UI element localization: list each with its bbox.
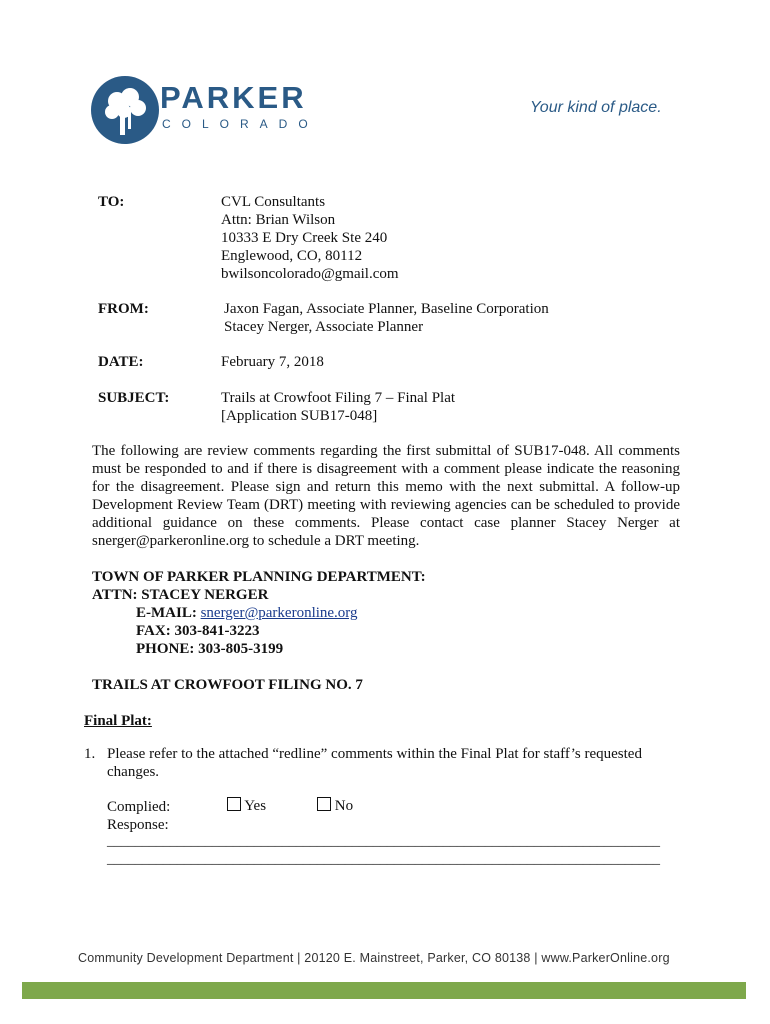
from-line-2: Stacey Nerger, Associate Planner [224,319,424,335]
from-label: FROM: [98,301,149,317]
parker-logo-icon [90,75,160,145]
to-line-2: Attn: Brian Wilson [221,212,336,228]
date-value: February 7, 2018 [221,354,324,370]
date-label: DATE: [98,354,144,370]
tagline: Your kind of place. [530,99,662,116]
brand-name: PARKER [160,80,307,115]
section-title: Final Plat: [84,713,152,729]
no-checkbox[interactable] [317,797,331,811]
brand-subtitle: COLORADO [162,117,319,131]
subject-line-2: [Application SUB17-048] [221,408,378,424]
no-label: No [334,798,354,814]
to-line-3: 10333 E Dry Creek Ste 240 [221,230,388,246]
item-text-line-1: Please refer to the attached “redline” comments within the Final Plat for staff’s requested [107,746,642,762]
email-label: E-MAIL: [136,605,197,621]
subject-label: SUBJECT: [98,390,170,406]
no-option[interactable] [317,797,353,815]
department-heading: TOWN OF PARKER PLANNING DEPARTMENT: [92,569,426,585]
intro-paragraph: The following are review comments regarding the first submittal of SUB17-048. All comments must be responded to and if there is disagreement with a comment please indicate the reasoning for the disagreement. Please sign and return this memo with the next submittal. A follow-up Development Review Team (DRT) meeting with reviewing agencies can be scheduled to provide additional guidance on these comments. Please contact case planner Stacey Nerger at snerger@parkeronline.org to schedule a DRT meeting. [92,443,680,549]
to-line-5: bwilsoncolorado@gmail.com [221,266,399,282]
email-link[interactable]: snerger@parkeronline.org [200,605,358,621]
from-line-1: Jaxon Fagan, Associate Planner, Baseline Corporation [224,301,549,317]
project-title: TRAILS AT CROWFOOT FILING NO. 7 [92,677,363,693]
response-blank-line-2[interactable]: _______________________________________________________________________________ [107,852,660,867]
response-label: Response: [107,817,169,833]
attn-line: ATTN: STACEY NERGER [92,587,269,603]
yes-option[interactable] [227,797,266,815]
item-text-line-2: changes. [107,764,160,780]
phone-line: PHONE: 303-805-3199 [136,641,284,657]
complied-label: Complied: [107,799,171,815]
yes-label: Yes [244,798,267,814]
fax-line: FAX: 303-841-3223 [136,623,260,639]
to-line-1: CVL Consultants [221,194,326,210]
footer-color-bar [22,982,746,999]
response-blank-line-1[interactable]: _______________________________________________________________________________ [107,834,660,849]
to-label: TO: [98,194,125,210]
footer-address: Community Development Department | 20120 E. Mainstreet, Parker, CO 80138 | www.ParkerOnline.org [78,951,670,965]
yes-checkbox[interactable] [227,797,241,811]
subject-line-1: Trails at Crowfoot Filing 7 – Final Plat [221,390,456,406]
item-number: 1. [84,746,96,762]
to-line-4: Englewood, CO, 80112 [221,248,363,264]
